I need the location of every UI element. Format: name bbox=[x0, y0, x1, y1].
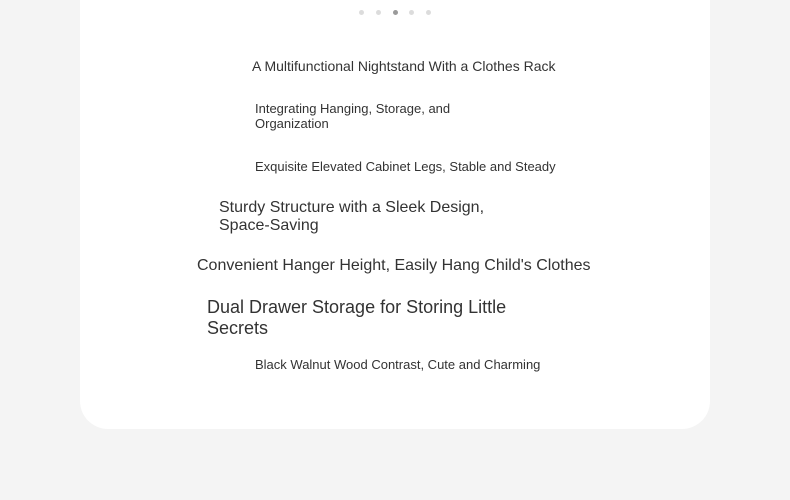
feature-line: A Multifunctional Nightstand With a Clothes Rack bbox=[252, 58, 556, 74]
feature-line: Sturdy Structure with a Sleek Design, Space-Saving bbox=[219, 199, 485, 235]
feature-line: Dual Drawer Storage for Storing Little Secrets bbox=[207, 297, 507, 338]
feature-line: Black Walnut Wood Contrast, Cute and Charming bbox=[255, 357, 541, 372]
feature-line: Integrating Hanging, Storage, and Organization bbox=[255, 101, 451, 131]
feature-line: Convenient Hanger Height, Easily Hang Child's Clothes bbox=[197, 257, 591, 274]
feature-line: Exquisite Elevated Cabinet Legs, Stable and Steady bbox=[255, 159, 556, 174]
